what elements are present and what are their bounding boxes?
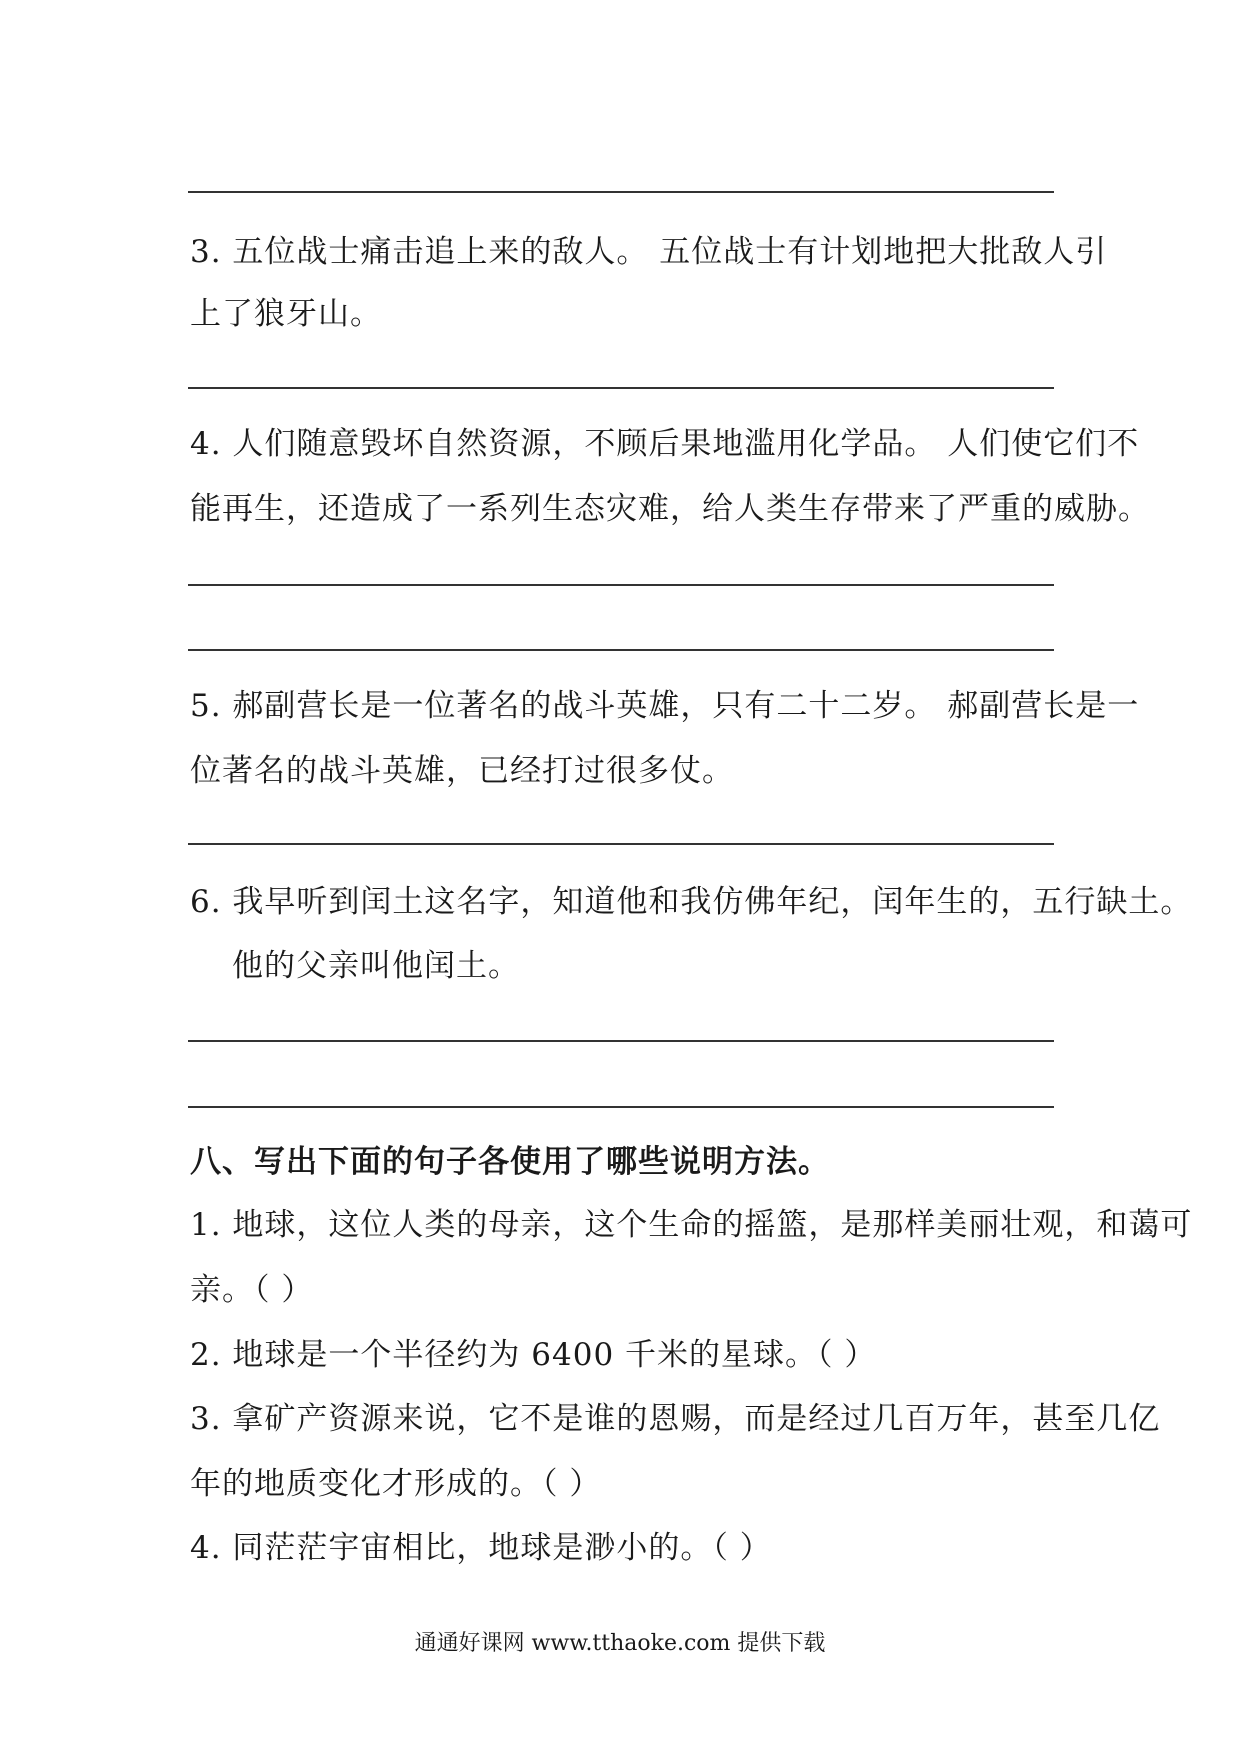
page-footer: 通通好课网 www.tthaoke.com 提供下载 [414, 1631, 826, 1656]
question-7-4-line-2: 能再生，还造成了一系列生态灾难，给人类生存带来了严重的威胁。 [190, 491, 1150, 527]
question-8-1-line-1: 1. 地球，这位人类的母亲，这个生命的摇篮，是那样美丽壮观，和蔼可 [190, 1207, 1193, 1243]
question-8-1-line-2: 亲。（ ） [190, 1272, 314, 1308]
question-7-6-line-2: 他的父亲叫他闰土。 [232, 948, 520, 984]
section-8-heading: 八、写出下面的句子各使用了哪些说明方法。 [190, 1144, 830, 1180]
question-8-4: 4. 同茫茫宇宙相比，地球是渺小的。（ ） [190, 1530, 772, 1566]
question-8-3-line-2: 年的地质变化才形成的。（ ） [190, 1466, 602, 1502]
answer-line [188, 584, 1054, 586]
question-8-3-line-1: 3. 拿矿产资源来说，它不是谁的恩赐，而是经过几百万年，甚至几亿 [190, 1401, 1161, 1437]
answer-line [188, 387, 1054, 389]
answer-line [188, 1040, 1054, 1042]
question-7-3-line-1: 3. 五位战士痛击追上来的敌人。 五位战士有计划地把大批敌人引 [190, 234, 1108, 270]
question-8-2: 2. 地球是一个半径约为 6400 千米的星球。（ ） [190, 1337, 877, 1373]
question-7-6-line-1: 6. 我早听到闰土这名字，知道他和我仿佛年纪，闰年生的，五行缺土。 [190, 884, 1193, 920]
answer-line [188, 1106, 1054, 1108]
answer-line [188, 649, 1054, 651]
question-7-5-line-2: 位著名的战斗英雄，已经打过很多仗。 [190, 753, 734, 789]
answer-line [188, 843, 1054, 845]
question-7-3-line-2: 上了狼牙山。 [190, 296, 382, 332]
question-7-4-line-1: 4. 人们随意毁坏自然资源，不顾后果地滥用化学品。 人们使它们不 [190, 426, 1140, 462]
question-7-5-line-1: 5. 郝副营长是一位著名的战斗英雄，只有二十二岁。 郝副营长是一 [190, 688, 1140, 724]
answer-line [188, 191, 1054, 193]
